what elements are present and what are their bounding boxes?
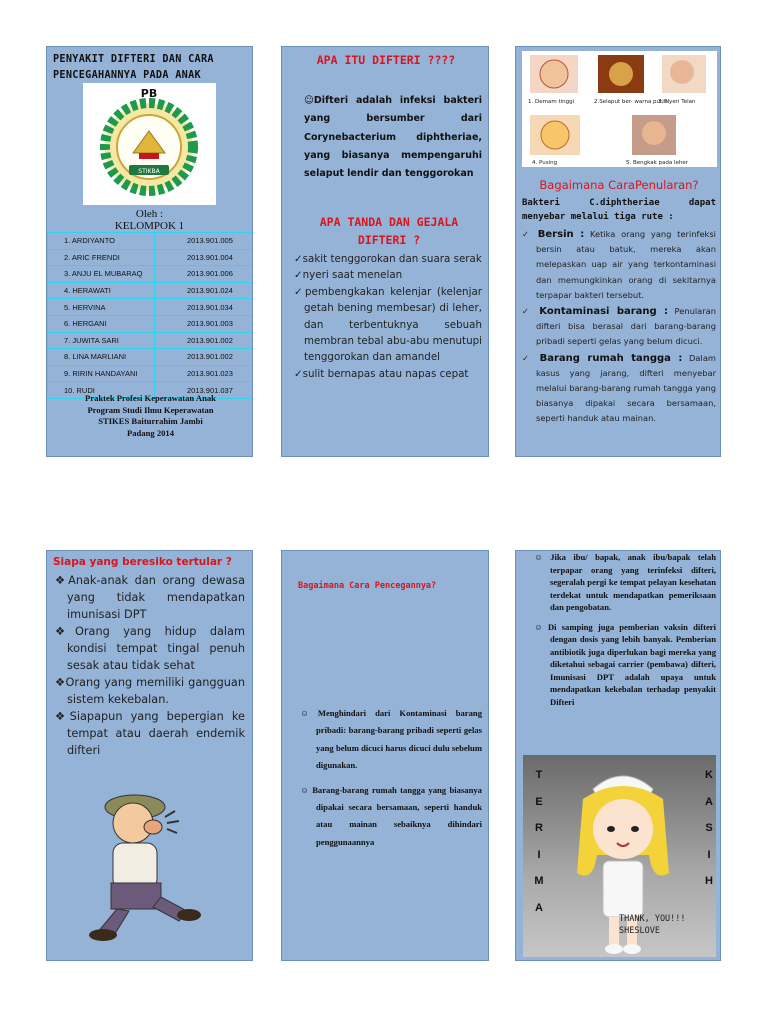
diamond-bullet-icon: ❖ — [55, 625, 75, 638]
definition-text: ☺Difteri adalah infeksi bakteri yang bersumber dari Corynebacterium diphtheriae, yang biasanya mempengaruhi selaput lendir dan tenggorokan — [304, 95, 482, 180]
symptoms-image — [522, 51, 717, 167]
terima-letters: T E R I M A — [534, 769, 544, 914]
member-nim: 2013.901.034 — [155, 299, 254, 316]
cover-panel — [46, 46, 253, 457]
smiley-bullet-icon: ☺ — [300, 708, 318, 718]
diamond-bullet-icon: ❖ — [55, 676, 66, 689]
list-item: ✓pembengkakan kelenjar (kelenjar getah bening membesar) di leher, dan terbentuknya sebuah membran tebal abu-abu menutupi tenggorokan dan amandel — [294, 285, 482, 364]
svg-text:1. Demam tinggi: 1. Demam tinggi — [528, 99, 575, 105]
heading-what-is: APA ITU DIFTERI ???? — [316, 53, 456, 67]
svg-text:5. Bengkak pada leher: 5. Bengkak pada leher — [626, 160, 689, 166]
kasih-letters: K A S I H — [705, 769, 713, 887]
diamond-bullet-icon: ❖ — [55, 710, 70, 723]
footer-line: STIKES Baiturrahim Jambi — [98, 416, 203, 426]
table-row — [48, 332, 254, 349]
footer-line: Praktek Profesi Keperawatan Anak — [85, 393, 216, 403]
svg-text:2.Selaput ber- warna putih: 2.Selaput ber- warna putih — [594, 99, 668, 105]
checkmark-icon: ✓ — [294, 269, 303, 282]
closing-list — [534, 551, 716, 715]
closing-panel — [515, 550, 721, 961]
table-row — [48, 233, 254, 250]
thank-you-image — [523, 755, 716, 957]
list-item: ✓sulit bernapas atau napas cepat — [294, 367, 469, 380]
member-name: 1. ARDIYANTO — [48, 233, 155, 250]
heading-transmission: Bagaimana CaraPenularan? — [539, 178, 699, 192]
bullet-icon: ☺ — [304, 95, 314, 106]
svg-text:4. Pusing: 4. Pusing — [532, 160, 558, 166]
checkmark-icon: ✓ — [522, 306, 540, 317]
svg-text:3. Nyeri Telan: 3. Nyeri Telan — [658, 99, 696, 105]
checkmark-icon: ✓ — [522, 352, 540, 363]
list-item: ❖Siapapun yang bepergian ke tempat atau daerah endemik difteri — [55, 710, 245, 757]
member-nim: 2013.901.023 — [155, 365, 254, 382]
member-table — [47, 232, 253, 399]
list-item: ✓ Kontaminasi barang : Penularan difteri bisa berasal dari barang-barang pribadi seperti gelas yang belum dicuci. — [522, 306, 716, 347]
list-item: ✓nyeri saat menelan — [294, 269, 403, 282]
stikba-logo — [83, 83, 216, 205]
list-item: ❖Anak-anak dan orang dewasa yang tidak mendapatkan imunisasi DPT — [55, 574, 245, 621]
table-row — [48, 282, 254, 299]
member-nim: 2013.901.002 — [155, 332, 254, 349]
smiley-bullet-icon: ☺ — [300, 784, 313, 795]
kelompok-label: KELOMPOK 1 — [114, 220, 185, 232]
list-item: ✓sakit tenggorokan dan suara serak — [294, 253, 482, 265]
member-name: 6. HERGANI — [48, 315, 155, 332]
brochure-title: PENYAKIT DIFTERI DAN CARA PENCEGAHANNYA PADA ANAK — [53, 54, 214, 81]
table-row — [48, 266, 254, 283]
member-nim: 2013.901.005 — [155, 233, 254, 250]
member-name: 8. LINA MARLIANI — [48, 349, 155, 366]
heading-prevention: Bagaimana Cara Pencegannya? — [298, 581, 437, 591]
member-nim: 2013.901.003 — [155, 315, 254, 332]
prevention-panel — [281, 550, 489, 961]
checkmark-icon: ✓ — [294, 367, 303, 380]
smiley-bullet-icon: ☺ — [534, 552, 551, 562]
list-item: ☺ Barang-barang rumah tangga yang biasanya dipakai secara bersamaan, seperti handuk atau mainan sebaiknya dihindari penggunaannya — [300, 784, 482, 847]
list-item: ☺ Di samping juga pemberian vaksin difteri dengan dosis yang lebih banyak. Pemberian antibiotik juga diperlukan bagi mereka yang diketahui sebagai carrier (pembawa) difteri, Imunisasi DPT adalah upaya untuk mendapatkan kekebalan terhadap penyakit Difteri — [534, 621, 716, 707]
table-row — [48, 299, 254, 316]
member-name: 2. ARIC FRENDI — [48, 249, 155, 266]
heading-signs: APA TANDA DAN GEJALA DIFTERI ? — [319, 215, 459, 247]
svg-text:STIKBA: STIKBA — [138, 168, 160, 175]
member-nim: 2013.901.004 — [155, 249, 254, 266]
heading-risk: Siapa yang beresiko tertular ? — [53, 556, 232, 568]
routes-list — [522, 227, 716, 428]
list-item: ☺ Menghindari dari Kontaminasi barang pribadi: barang-barang pribadi seperti gelas yang belum dicuci harus dicuci dulu sebelum digunakan. — [300, 708, 482, 771]
table-row — [48, 365, 254, 382]
checkmark-icon: ✓ — [294, 285, 306, 298]
member-name: 4. HERAWATI — [48, 282, 155, 299]
checkmark-icon: ✓ — [294, 253, 303, 265]
table-row — [48, 349, 254, 366]
member-name: 5. HERVINA — [48, 299, 155, 316]
list-item: ✓ Bersin : Ketika orang yang terinfeksi bersin atau batuk, mereka akan melepaskan uap air yang terkontaminasi dan memungkinkan orang di sekitarnya terpapar bakteri tersebut. — [522, 229, 716, 300]
cover-footer — [47, 393, 253, 439]
smiley-bullet-icon: ☺ — [534, 621, 548, 632]
member-nim: 2013.901.002 — [155, 349, 254, 366]
list-item: ☺ Jika ibu/ bapak, anak ibu/bapak telah terpapar orang yang terinfeksi difteri, segeralah pergi ke tempat pelayan kesehatan terdekat untuk mendapatkan pemeriksaan dan pengobatan. — [534, 552, 716, 612]
member-name: 9. RIRIN HANDAYANI — [48, 365, 155, 382]
transmission-intro: Bakteri C.diphtheriae dapat menyebar melalui tiga rute : — [522, 198, 716, 222]
svg-text:PB: PB — [140, 87, 158, 100]
thank-you-caption: THANK, YOU!!! SHESLOVE — [619, 914, 686, 936]
sneezing-man-illustration — [83, 787, 213, 942]
transmission-panel — [515, 46, 721, 457]
footer-line: Padang 2014 — [126, 427, 175, 438]
member-name: 3. ANJU EL MUBARAQ — [48, 266, 155, 283]
member-nim: 2013.901.006 — [155, 266, 254, 283]
signs-list — [294, 251, 482, 382]
member-nim: 2013.901.024 — [155, 282, 254, 299]
definition-panel — [281, 46, 489, 457]
list-item: ❖Orang yang hidup dalam kondisi tempat tingal penuh sesak atau tidak sehat — [55, 625, 245, 672]
table-row — [48, 315, 254, 332]
list-item: ❖Orang yang memiliki gangguan sistem kekebalan. — [55, 676, 245, 706]
checkmark-icon: ✓ — [522, 229, 538, 239]
member-nim: 2013.901.037 — [155, 382, 254, 399]
member-name: 10. RUDI — [48, 382, 155, 399]
prevention-list — [300, 705, 482, 858]
table-row — [48, 249, 254, 266]
list-item: ✓ Barang rumah tangga : Dalam kasus yang jarang, difteri menyebar melalui barang-barang rumah tangga yang biasanya dipakai secara bersamaan, seperti handuk atau mainan. — [522, 352, 716, 424]
footer-line: Program Studi Ilmu Keperawatan — [87, 404, 214, 415]
risk-panel — [46, 550, 253, 961]
oleh-label: Oleh : — [135, 208, 164, 220]
diamond-bullet-icon: ❖ — [55, 574, 69, 587]
member-name: 7. JUWITA SARI — [48, 332, 155, 349]
risk-list — [55, 572, 245, 759]
